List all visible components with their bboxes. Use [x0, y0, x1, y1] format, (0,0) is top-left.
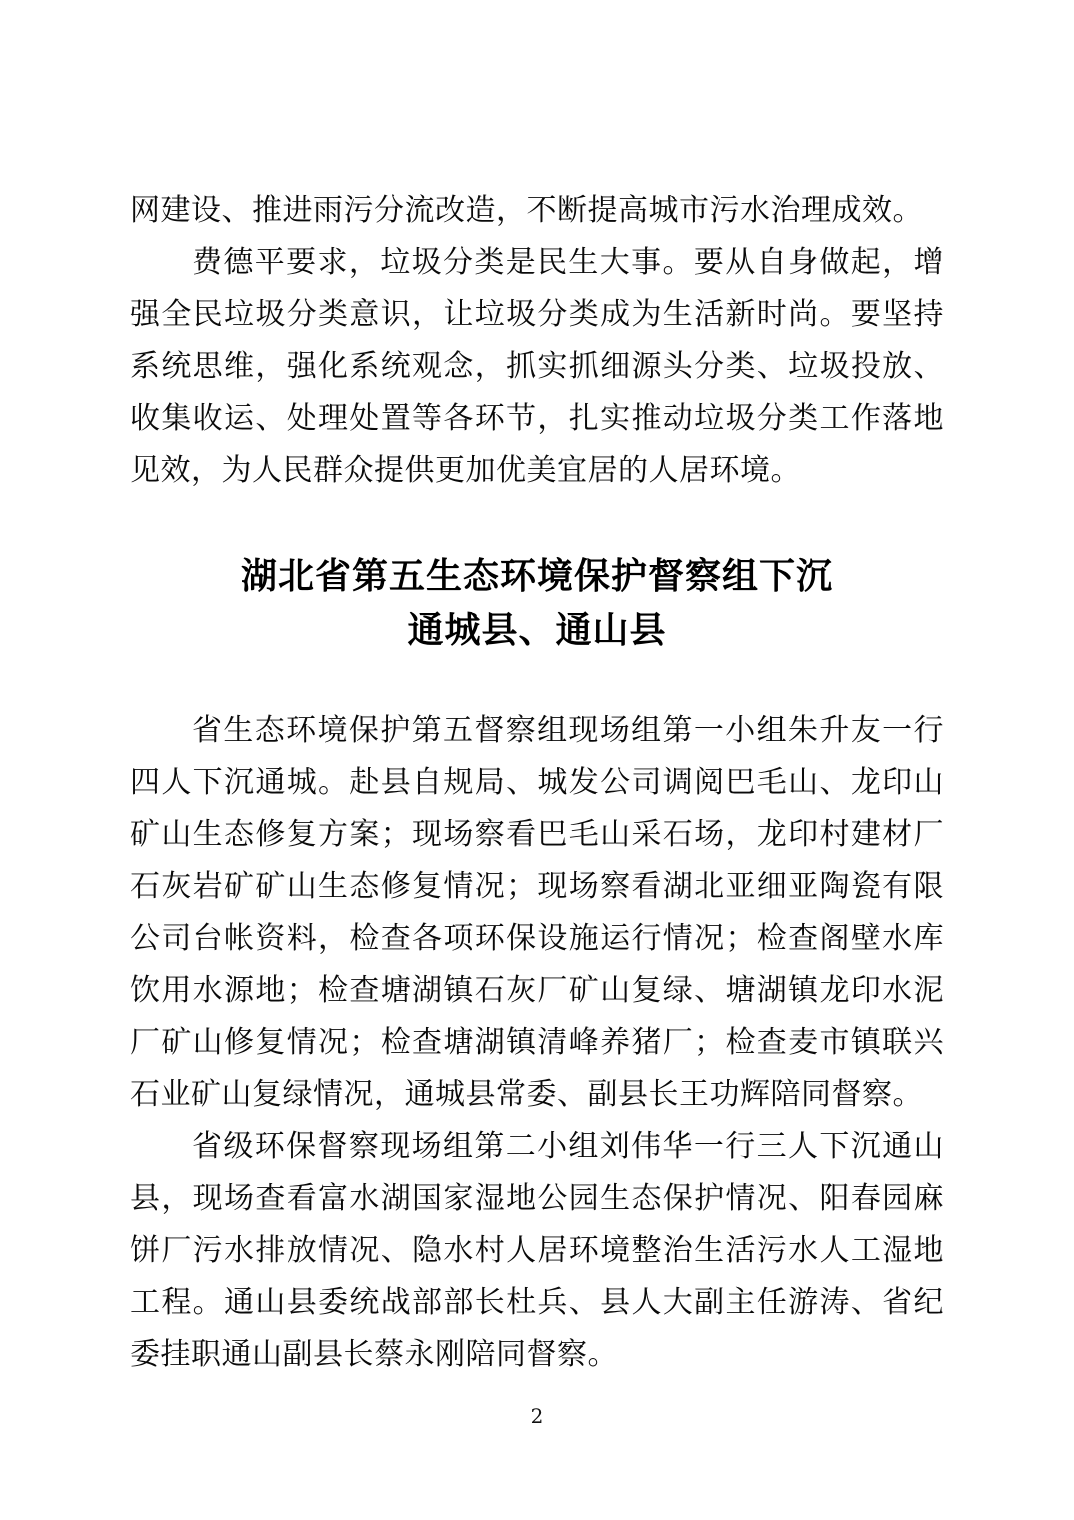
section-body	[130, 705, 944, 1381]
section-heading	[130, 549, 944, 657]
section-heading-line2: 通城县、通山县	[407, 609, 667, 651]
paragraph-group-two: 省级环保督察现场组第二小组刘伟华一行三人下沉通山县，现场查看富水湖国家湿地公园生态保护情况、阳春园麻饼厂污水排放情况、隐水村人居环境整治生活污水人工湿地工程。通山县委统战部部长杜兵、县人大副主任游涛、省纪委挂职通山副县长蔡永刚陪同督察。	[130, 1129, 944, 1372]
section-heading-line1: 湖北省第五生态环境保护督察组下沉	[240, 555, 833, 597]
paragraph-group-one: 省生态环境保护第五督察组现场组第一小组朱升友一行四人下沉通城。赴县自规局、城发公司调阅巴毛山、龙印山矿山生态修复方案；现场察看巴毛山采石场，龙印村建材厂石灰岩矿矿山生态修复情况；现场察看湖北亚细亚陶瓷有限公司台帐资料，检查各项环保设施运行情况；检查阁壁水库饮用水源地；检查塘湖镇石灰厂矿山复绿、塘湖镇龙印水泥厂矿山修复情况；检查塘湖镇清峰养猪厂；检查麦市镇联兴石业矿山复绿情况，通城县常委、副县长王功辉陪同督察。	[130, 713, 944, 1112]
paragraph-fudeping-requirements: 费德平要求，垃圾分类是民生大事。要从自身做起，增强全民垃圾分类意识，让垃圾分类成为生活新时尚。要坚持系统思维，强化系统观念，抓实抓细源头分类、垃圾投放、收集收运、处理处置等各环节，扎实推动垃圾分类工作落地见效，为人民群众提供更加优美宜居的人居环境。	[130, 245, 944, 488]
paragraph-continuation: 网建设、推进雨污分流改造，不断提高城市污水治理成效。	[130, 193, 923, 228]
page-number: 2	[530, 1404, 544, 1428]
heading-spacer	[130, 657, 944, 705]
